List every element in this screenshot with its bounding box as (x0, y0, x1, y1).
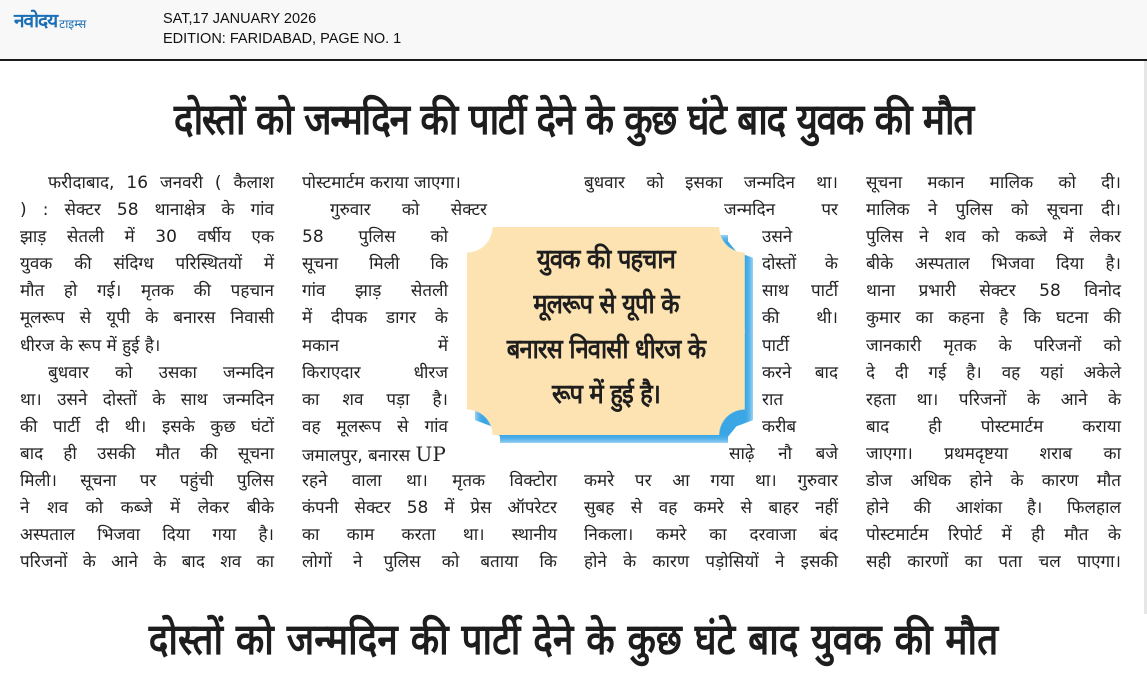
text-line (302, 441, 487, 468)
text-line: जाएगा। प्रथमदृष्टया शराब का (866, 443, 1121, 464)
text-line: पोस्टमार्टम कराया जाएगा। (302, 173, 461, 193)
next-headline-text: दोस्तों को जन्मदिन की पार्टी देने के कुछ घंटे बाद युवक की मौत (148, 615, 999, 665)
text-line: लोगों ने पुलिस को बताया कि (302, 552, 557, 573)
pull-quote-text (467, 237, 745, 417)
pull-quote-line: बनारस निवासी धीरज के (506, 334, 706, 365)
date-line: SAT,17 JANUARY 2026 (163, 11, 317, 27)
pull-quote-box (467, 227, 745, 435)
text-line: साढ़े नौ बजे (729, 443, 838, 464)
article-column-1 (20, 170, 274, 576)
text-line: झाड़ सेतली में 30 वर्षीय एक (20, 227, 274, 248)
text-line: मूलरूप से यूपी के बनारस निवासी (20, 308, 274, 329)
text-line: बाद ही पोस्टमार्टम कराया (866, 416, 1121, 437)
text-line: कुमार का कहना है कि घटना की (866, 308, 1121, 329)
text-line: दोस्तों के (762, 254, 838, 275)
text-line: डोज अधिक होने के कारण मौत (866, 471, 1121, 492)
text-line: जानकारी मृतक के परिजनों को (866, 335, 1121, 356)
text-line: का काम करता था। स्थानीय (302, 525, 557, 546)
text-line: मिली। सूचना पर पहुंची पुलिस (20, 471, 274, 492)
text-line: रहता था। परिजनों के आने के (866, 389, 1121, 410)
logo-main-text: नवोदय (14, 10, 58, 32)
text-line: 58 पुलिस को (302, 227, 448, 248)
text-line: सुबह से वह कमरे से बाहर नहीं (584, 498, 838, 519)
text-line: पोस्टमार्टम रिपोर्ट में ही मौत के (866, 525, 1121, 546)
text-line: बीके अस्पताल भिजवा दिया है। (866, 254, 1121, 275)
text-line: युवक की संदिग्ध परिस्थितयों में (20, 254, 274, 275)
text-line: बुधवार को इसका जन्मदिन था। (584, 173, 838, 193)
text-line: करने बाद (762, 362, 838, 383)
text-line: बुधवार को उसका जन्मदिन (48, 362, 274, 383)
text-line: पार्टी (762, 335, 790, 356)
text-line: था। उसने दोस्तों के साथ जन्मदिन (20, 389, 274, 410)
text-line: रहने वाला था। मृतक विक्टोरा (302, 471, 557, 492)
text-line: में दीपक डागर के (302, 308, 448, 329)
text-line: मकान में (302, 335, 448, 356)
text-line: फरीदाबाद, 16 जनवरी ( कैलाश (48, 173, 274, 193)
text-line: पुलिस ने शव को कब्जे में लेकर (866, 227, 1121, 248)
text-line: ने शव को कब्जे में लेकर बीके (20, 498, 274, 519)
text-line: होने की आशंका है। फिलहाल (866, 498, 1121, 519)
logo-sub-text: टाइम्स (59, 17, 87, 31)
text-fragment: जमालपुर, बनारस (302, 445, 411, 466)
text-line: जन्मदिन पर (724, 200, 838, 221)
up-tag: UP (415, 441, 446, 466)
article-headline: दोस्तों को जन्मदिन की पार्टी देने के कुछ घंटे बाद युवक की मौत (173, 95, 974, 145)
text-line: की थी। (762, 308, 838, 329)
text-line: की पार्टी दी थी। इसके कुछ घंटों (20, 416, 274, 437)
text-line: थाना प्रभारी सेक्टर 58 विनोद (866, 281, 1121, 302)
text-line: सूचना मिली कि (302, 254, 448, 275)
text-line: ) : सेक्टर 58 थानाक्षेत्र के गांव (20, 200, 274, 221)
pull-quote-line: युवक की पहचान (537, 244, 675, 275)
text-line: सही कारणों का पता चल पाएगा। (866, 552, 1121, 573)
newspaper-logo[interactable] (14, 10, 86, 32)
masthead-bar (0, 0, 1147, 61)
edition-info (163, 9, 401, 49)
pull-quote-line: मूलरूप से यूपी के (533, 289, 679, 320)
article-column-4 (866, 170, 1121, 576)
text-line: निकला। कमरे का दरवाजा बंद (584, 525, 838, 546)
text-line: मौत हो गई। मृतक की पहचान (20, 281, 274, 302)
text-line: परिजनों के आने के बाद शव का (20, 552, 274, 573)
text-line: अस्पताल भिजवा दिया गया है। (20, 525, 274, 546)
text-line: धीरज के रूप में हुई है। (20, 335, 161, 356)
text-line: मालिक ने पुलिस को सूचना दी। (866, 200, 1121, 221)
next-article-headline-cutoff (0, 600, 1147, 665)
text-line: कमरे पर आ गया था। गुरुवार (584, 471, 838, 492)
text-line: किराएदार धीरज (302, 362, 448, 383)
edition-line: EDITION: FARIDABAD, PAGE NO. 1 (163, 31, 402, 47)
text-line: बाद ही उसकी मौत की सूचना (20, 443, 274, 464)
text-line: साथ पार्टी (762, 281, 838, 302)
text-line: दे दी गई है। वह यहां अकेले (866, 362, 1121, 383)
text-line: का शव पड़ा है। (302, 389, 448, 410)
text-line: गुरुवार को सेक्टर (330, 200, 487, 221)
text-line: करीब (762, 416, 797, 437)
text-line: गांव झाड़ सेतली (302, 281, 448, 302)
text-line: कंपनी सेक्टर 58 में प्रेस ऑपरेटर (302, 498, 557, 519)
text-line: उसने (762, 227, 793, 248)
text-line: होने के कारण पड़ोसियों ने इसकी (584, 552, 838, 573)
text-line: सूचना मकान मालिक को दी। (866, 173, 1121, 193)
text-line: वह मूलरूप से गांव (302, 416, 448, 437)
text-line: रात (762, 389, 784, 410)
pull-quote-line: रूप में हुई है। (551, 379, 661, 410)
